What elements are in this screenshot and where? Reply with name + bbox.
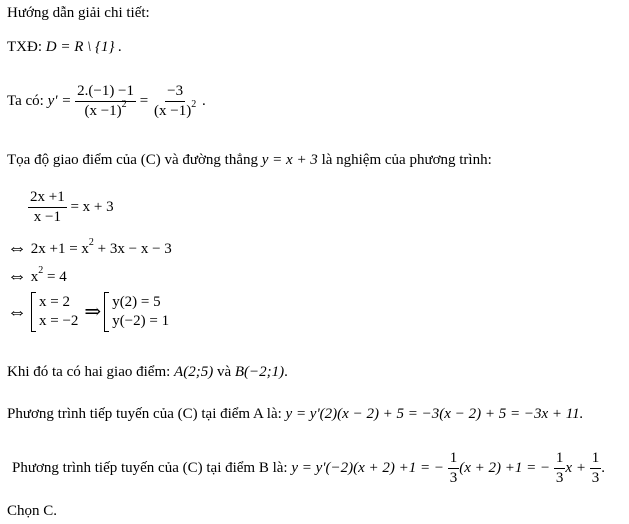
equals-sign: = xyxy=(139,92,152,109)
domain-label: TXĐ: xyxy=(7,39,46,55)
derivative-line xyxy=(7,84,206,119)
derivative-lhs: y' = xyxy=(47,92,76,109)
answer: Chọn C. xyxy=(7,503,58,519)
x-solutions: x = 2 x = −2 xyxy=(39,294,79,329)
equation-4 xyxy=(7,292,169,332)
implies-arrow-icon: ⇒ xyxy=(84,301,102,323)
line-equation: y = x + 3 xyxy=(261,152,318,168)
heading: Hướng dẫn giải chi tiết: xyxy=(7,5,150,21)
bracket-icon xyxy=(104,292,109,332)
tangent-a-line xyxy=(7,407,583,422)
fraction-numerator: −3 xyxy=(165,84,185,102)
fraction-one-third: $\frac{1}{3}$ xyxy=(449,450,458,486)
fraction-one-third: $\frac{1}{3}$ xyxy=(555,450,564,486)
intro-text-1: Tọa độ giao điểm của (C) và đường thẳng xyxy=(7,152,262,168)
domain-line xyxy=(7,40,122,55)
points-line: Khi đó ta có hai giao điểm: A(2;5) và B(−2;1). xyxy=(7,364,288,380)
domain-math: D = R \ {1} . xyxy=(45,39,123,55)
point-b: B(−2;1) xyxy=(234,364,285,380)
y-values: y(2) = 5 y(−2) = 1 xyxy=(112,294,170,329)
derivative-fraction-2 xyxy=(152,84,198,119)
point-a: A(2;5) xyxy=(174,364,214,380)
fraction-numerator: 2.(−1) −1 xyxy=(75,84,136,102)
equation-2: ⇔ $2x +1 = x^2 + 3x - x - 3$ xyxy=(7,237,172,259)
fraction-denominator: $(x -1)^2$ xyxy=(84,99,127,119)
equation-3: ⇔ $x^2 = 4$ xyxy=(7,265,67,287)
fraction-one-third: $\frac{1}{3}$ xyxy=(591,450,600,486)
eq1-rhs: = x + 3 xyxy=(66,198,114,215)
fraction-denominator: x −1 xyxy=(33,209,61,225)
period: . xyxy=(201,92,206,109)
equivalence-arrow-icon: ⇔ xyxy=(7,265,27,287)
derivative-label: Ta có: xyxy=(7,92,48,109)
tangent-b-text: Phương trình tiếp tuyến của (C) tại điểm B là: xyxy=(12,459,292,476)
tangent-b-line: Phương trình tiếp tuyến của (C) tại điểm B là: y = y'(−2)(x + 2) +1 = − $\frac{1}{3}$ (x + 2) +1 = − $\frac{1}{3}$ x + $\frac{1}{3}$ . xyxy=(12,450,605,486)
fraction-numerator: 2x +1 xyxy=(28,190,67,208)
tangent-a-text: Phương trình tiếp tuyến của (C) tại điểm A là: xyxy=(7,406,286,422)
eq1-fraction xyxy=(28,190,67,225)
derivative-fraction-1 xyxy=(75,84,136,119)
intro-text-2: là nghiệm của phương trình: xyxy=(317,152,492,168)
equation-1 xyxy=(28,190,114,225)
tangent-a-math: y = y'(2)(x − 2) + 5 = −3(x − 2) + 5 = −3x + 11. xyxy=(285,406,584,422)
fraction-denominator: $(x -1)^2$ xyxy=(154,99,197,119)
equivalence-arrow-icon: ⇔ xyxy=(7,301,27,323)
equivalence-arrow-icon: ⇔ xyxy=(7,237,27,259)
intersection-intro xyxy=(7,153,492,168)
bracket-icon xyxy=(31,292,36,332)
